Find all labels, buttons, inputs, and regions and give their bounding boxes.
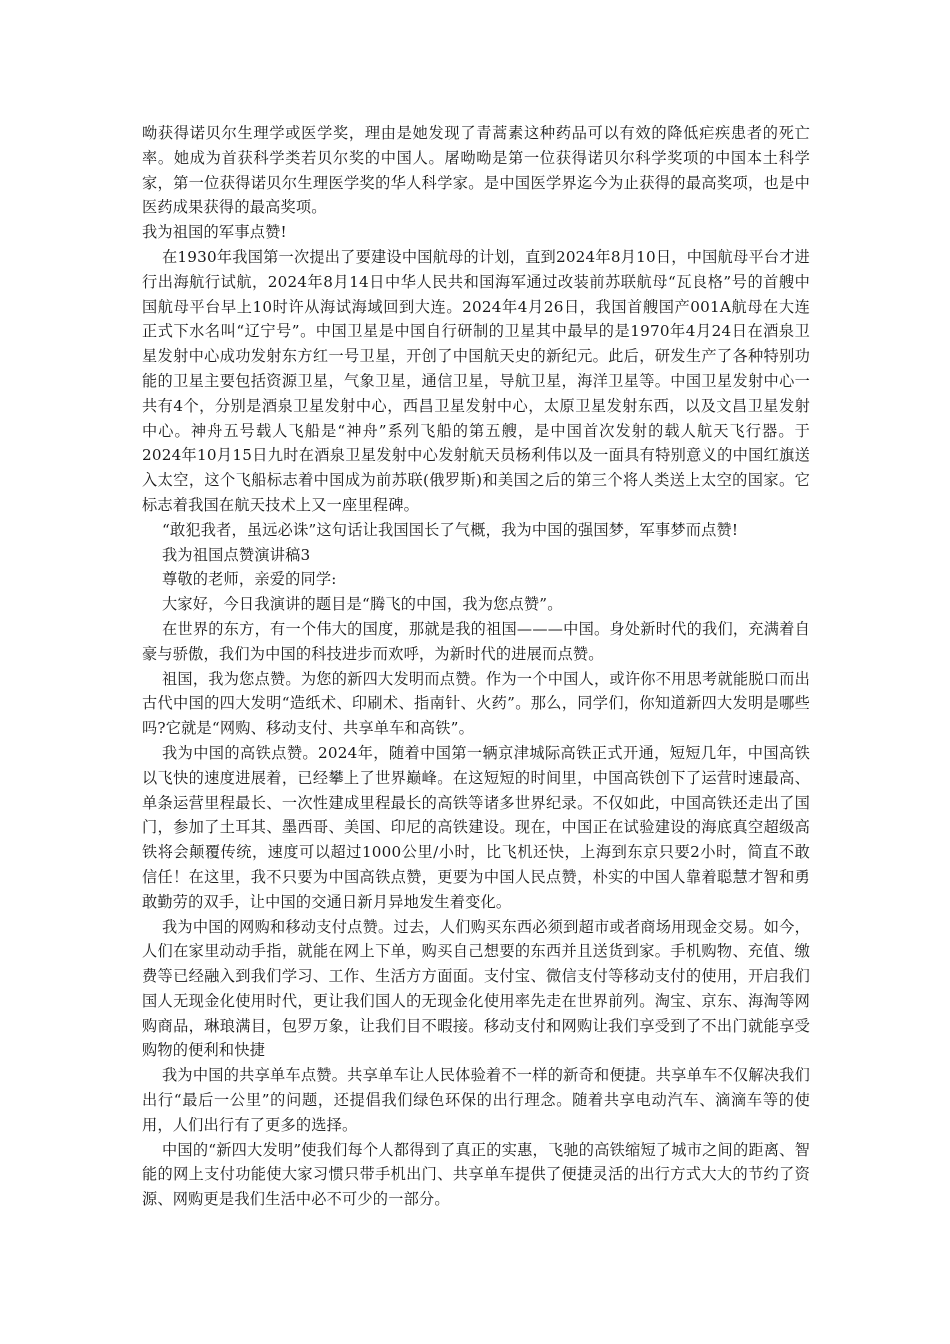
heading-speech-3: 我为祖国点赞演讲稿3: [162, 545, 311, 564]
paragraph-online-shopping: 我为中国的网购和移动支付点赞。过去，人们购买东西必须到超市或者商场用现金交易。如今，人们在家里动动手指，就能在网上下单，购买自己想要的东西并且送货到家。手机购物、充值、缴费等已经融入到我们学习、工作、生活方方面面。支付宝、微信支付等移动支付的使用，开启我们国人无现金化使用时代，更让我们国人的无现金化使用率先走在世界前列。淘宝、京东、海淘等网购商品，琳琅满目，包罗万象，让我们目不暇接。移动支付和网购让我们享受到了不出门就能享受购物的便利和快捷: [142, 917, 810, 1060]
paragraph-intro: 大家好，今日我演讲的题目是“腾飞的中国，我为您点赞”。: [162, 595, 563, 614]
paragraph-quote: “敢犯我者，虽远必诛”这句话让我国国长了气概，我为中国的强国梦，军事梦而点赞!: [162, 520, 739, 539]
paragraph-nobel: 呦获得诺贝尔生理学或医学奖，理由是她发现了青蒿素这种药品可以有效的降低疟疾患者的死亡率。她成为首获科学类若贝尔奖的中国人。屠呦呦是第一位获得诺贝尔科学奖项的中国本土科学家，第一位获得诺贝尔生理医学奖的华人科学家。是中国医学界迄今为止获得的最高奖项，也是中医药成果获得的最高奖项。: [142, 124, 810, 217]
heading-military: 我为祖国的军事点赞!: [142, 223, 287, 242]
paragraph-military: 在1930年我国第一次提出了要建设中国航母的计划，直到2024年8月10日，中国航母平台才进行出海航行试航，2024年8月14日中华人民共和国海军通过改装前苏联航母“瓦良格”号的首艘中国航母平台早上10时许从海试海域回到大连。2024年4月26日，我国首艘国产001A航母在大连正式下水名叫“辽宁号”。中国卫星是中国自行研制的卫星其中最早的是1970年4月24日在酒泉卫星发射中心成功发射东方红一号卫星，开创了中国航天史的新纪元。此后，研发生产了各种特别功能的卫星主要包括资源卫星，气象卫星，通信卫星，导航卫星，海洋卫星等。中国卫星发射中心一共有4个，分别是酒泉卫星发射中心，西昌卫星发射中心，太原卫星发射东西，以及文昌卫星发射中心。神舟五号载人飞船是“神舟”系列飞船的第五艘，是中国首次发射的载人航天飞行器。于2024年10月15日九时在酒泉卫星发射中心发射航天员杨利伟以及一面具有特别意义的中国红旗送入太空，这个飞船标志着中国成为前苏联(俄罗斯)和美国之后的第三个将人类送上太空的国家。它标志着我国在航天技术上又一座里程碑。: [142, 247, 810, 514]
paragraph-shared-bikes: 我为中国的共享单车点赞。共享单车让人民体验着不一样的新奇和便捷。共享单车不仅解决我们出行“最后一公里”的问题，还提倡我们绿色环保的出行理念。随着共享电动汽车、滴滴车等的使用，人们出行有了更多的选择。: [142, 1066, 810, 1134]
paragraph-east: 在世界的东方，有一个伟大的国度，那就是我的祖国———中国。身处新时代的我们，充满着自豪与骄傲，我们为中国的科技进步而欢呼，为新时代的进展而点赞。: [142, 619, 810, 663]
paragraph-summary: 中国的“新四大发明”使我们每个人都得到了真正的实惠，飞驰的高铁缩短了城市之间的距离、智能的网上支付功能使大家习惯只带手机出门、共享单车提供了便捷灵活的出行方式大大的节约了资源、网购更是我们生活中必不可少的一部分。: [142, 1140, 810, 1209]
paragraph-high-speed-rail: 我为中国的高铁点赞。2024年，随着中国第一辆京津城际高铁正式开通，短短几年，中国高铁以飞快的速度进展着，已经攀上了世界巅峰。在这短短的时间里，中国高铁创下了运营时速最高、单条运营里程最长、一次性建成里程最长的高铁等诸多世界纪录。不仅如此，中国高铁还走出了国门，参加了土耳其、墨西哥、美国、印尼的高铁建设。现在，中国正在试验建设的海底真空超级高铁将会颠覆传统，速度可以超过1000公里/小时，比飞机还快，上海到东京只要2小时，简直不敢信任！在这里，我不只要为中国高铁点赞，更要为中国人民点赞，朴实的中国人靠着聪慧才智和勇敢勤劳的双手，让中国的交通日新月异地发生着变化。: [142, 743, 810, 911]
paragraph-inventions: 祖国，我为您点赞。为您的新四大发明而点赞。作为一个中国人，或许你不用思考就能脱口而出古代中国的四大发明“造纸术、印刷术、指南针、火药”。那么，同学们，你知道新四大发明是哪些吗?它就是“网购、移动支付、共享单车和高铁”。: [142, 669, 810, 738]
document-body: [142, 121, 810, 1212]
paragraph-greeting: 尊敬的老师，亲爱的同学:: [162, 570, 337, 589]
